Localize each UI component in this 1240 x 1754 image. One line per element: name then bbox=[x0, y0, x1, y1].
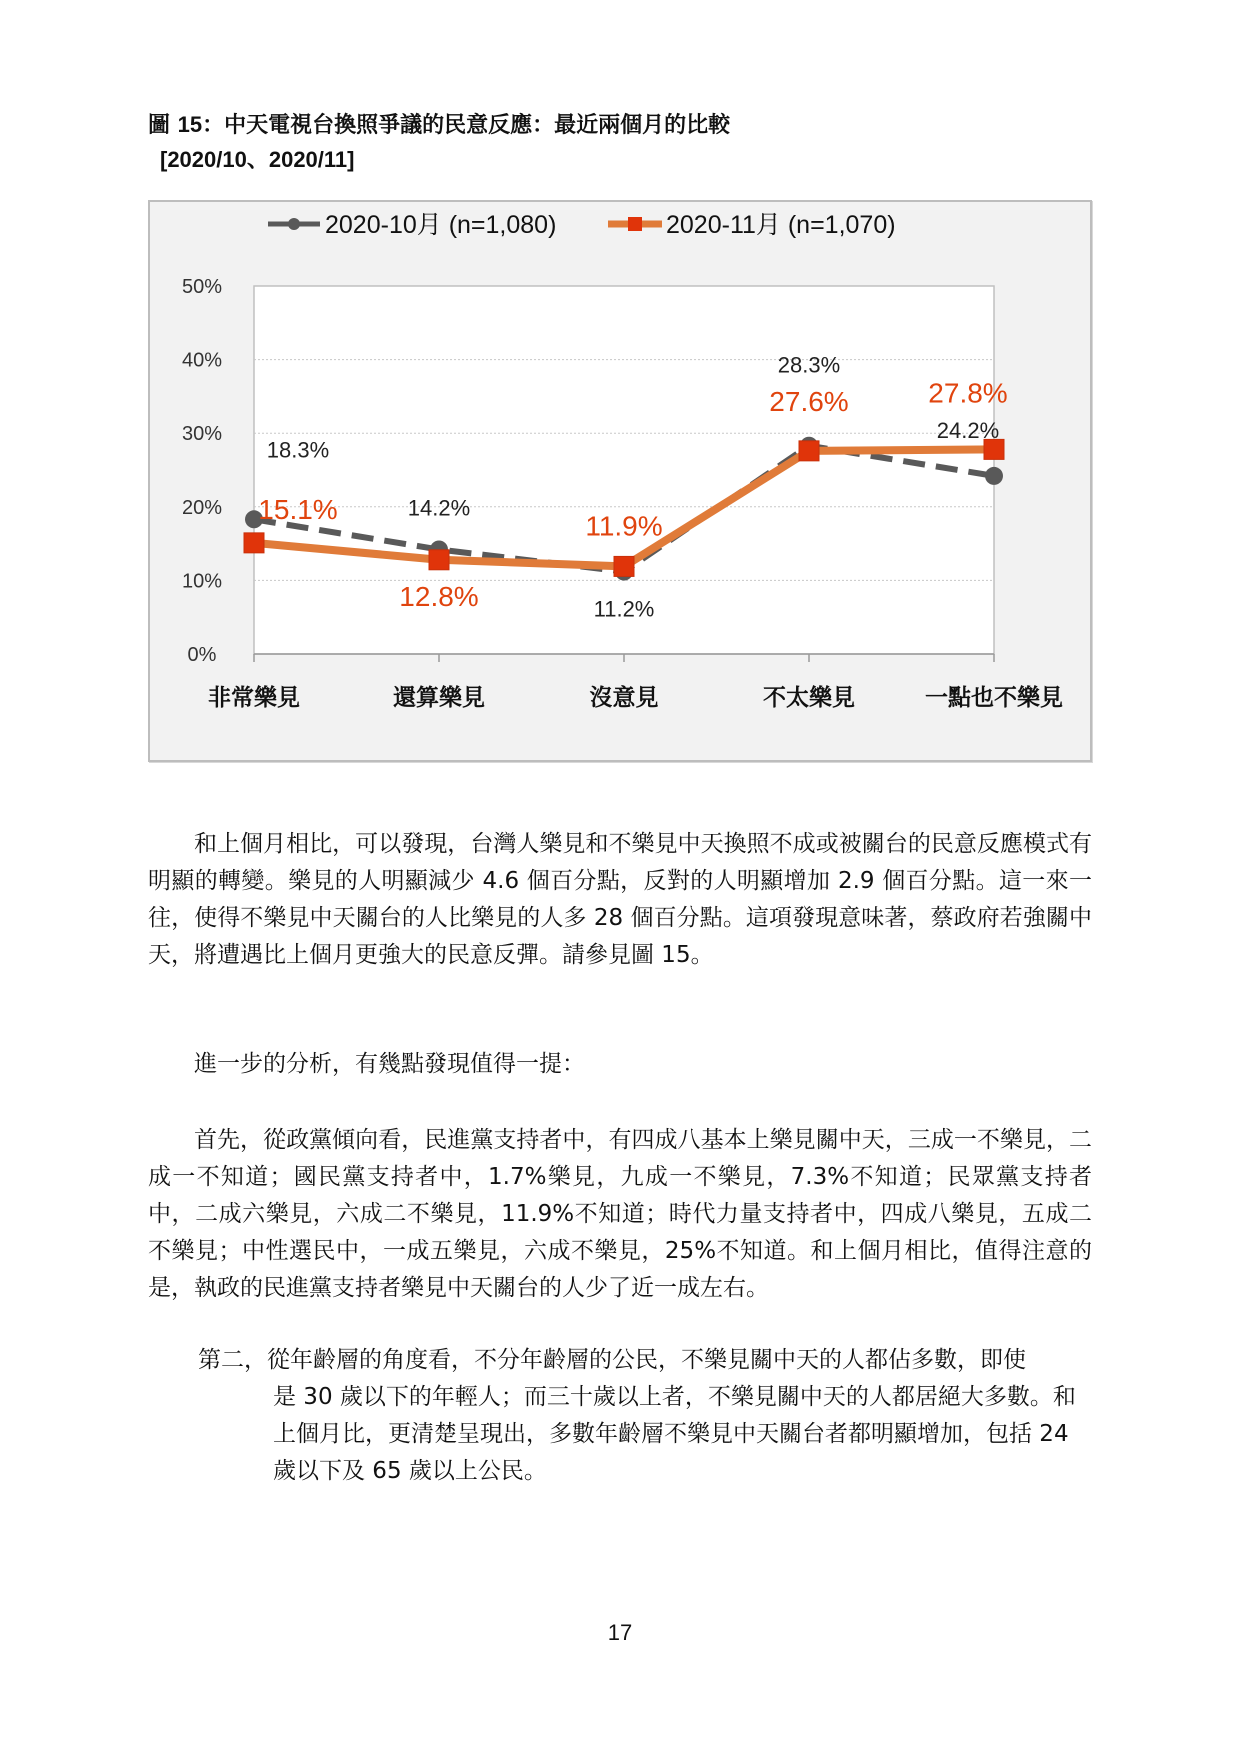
x-tick-label: 不太樂見 bbox=[763, 685, 855, 711]
paragraph-2: 進一步的分析，有幾點發現值得一提： bbox=[194, 1051, 585, 1077]
y-tick-label: 20% bbox=[181, 496, 223, 519]
paragraph-4-rest: 是 30 歲以下的年輕人；而三十歲以上者，不樂見關中天的人都居絕大多數。和上個月比，更清楚呈現出，多數年齡層不樂見中天關台者都明顯增加，包括 24 歲以下及 65 歲以上公民。 bbox=[273, 1384, 1076, 1484]
y-tick-label: 50% bbox=[181, 276, 223, 298]
data-label-nov: 15.1% bbox=[258, 493, 338, 525]
data-label-nov: 27.8% bbox=[928, 377, 1008, 409]
y-tick-label: 0% bbox=[187, 644, 217, 666]
data-label-nov: 12.8% bbox=[399, 580, 479, 612]
figure-title-number: 15 bbox=[177, 112, 203, 137]
x-tick-label: 非常樂見 bbox=[208, 685, 300, 711]
paragraph-3: 首先，從政黨傾向看，民進黨支持者中，有四成八基本上樂見關中天，三成一不樂見，二成一不知道；國民黨支持者中，1.7%樂見，九成一不樂見，7.3%不知道；民眾黨支持者中，二成六樂見，六成二不樂見，11.9%不知道；時代力量支持者中，四成八樂見，五成二不樂見；中性選民中，一成五樂見，六成不樂見，25%不知道。和上個月相比，值得注意的是，執政的民進黨支持者樂見中天關台的人少了近一成左右。 bbox=[148, 1127, 1092, 1301]
figure-subtitle: [2020/10、2020/11] bbox=[160, 147, 355, 172]
data-point-oct bbox=[985, 467, 1003, 485]
y-tick-label: 40% bbox=[181, 349, 223, 372]
legend-label-oct: 2020-10月 (n=1,080) bbox=[325, 211, 557, 239]
data-label-oct: 28.3% bbox=[777, 352, 841, 378]
data-point-nov bbox=[244, 533, 264, 553]
legend-marker-oct bbox=[288, 218, 300, 230]
data-label-nov: 11.9% bbox=[585, 510, 663, 542]
data-label-oct: 24.2% bbox=[936, 417, 1000, 443]
legend-marker-nov bbox=[628, 217, 642, 231]
data-label-oct: 11.2% bbox=[593, 596, 655, 622]
x-tick-label: 還算樂見 bbox=[393, 685, 485, 711]
data-label-oct: 18.3% bbox=[266, 437, 330, 463]
data-label-nov: 27.6% bbox=[769, 385, 849, 417]
legend-label-nov: 2020-11月 (n=1,070) bbox=[666, 211, 896, 239]
x-tick-label: 沒意見 bbox=[589, 685, 659, 711]
data-point-nov bbox=[614, 556, 634, 576]
chart-container bbox=[148, 200, 1092, 762]
data-point-nov bbox=[429, 550, 449, 570]
y-tick-label: 10% bbox=[181, 570, 223, 593]
line-chart bbox=[150, 202, 1090, 760]
figure-title-text: ：中天電視台換照爭議的民意反應：最近兩個月的比較 bbox=[202, 113, 731, 138]
x-tick-label: 一點也不樂見 bbox=[925, 685, 1063, 711]
paragraph-4 bbox=[198, 1342, 1092, 1490]
page-number: 17 bbox=[607, 1620, 633, 1645]
data-label-oct: 14.2% bbox=[407, 495, 471, 521]
paragraph-4-lead: 第二，從年齡層的角度看，不分年齡層的公民，不樂見關中天的人都佔多數，即使 bbox=[198, 1347, 1026, 1373]
figure-title-prefix: 圖 bbox=[148, 113, 178, 138]
data-point-nov bbox=[799, 441, 819, 461]
figure-title bbox=[148, 110, 730, 141]
y-tick-label: 30% bbox=[181, 423, 223, 446]
paragraph-1: 和上個月相比，可以發現，台灣人樂見和不樂見中天換照不成或被關台的民意反應模式有明顯的轉變。樂見的人明顯減少 4.6 個百分點，反對的人明顯增加 2.9 個百分點。這一來一往，使得不樂見中天關台的人比樂見的人多 28 個百分點。這項發現意味著，蔡政府若強關中天，將遭遇比上個月更強大的民意反彈。請參見圖 15。 bbox=[148, 831, 1092, 968]
